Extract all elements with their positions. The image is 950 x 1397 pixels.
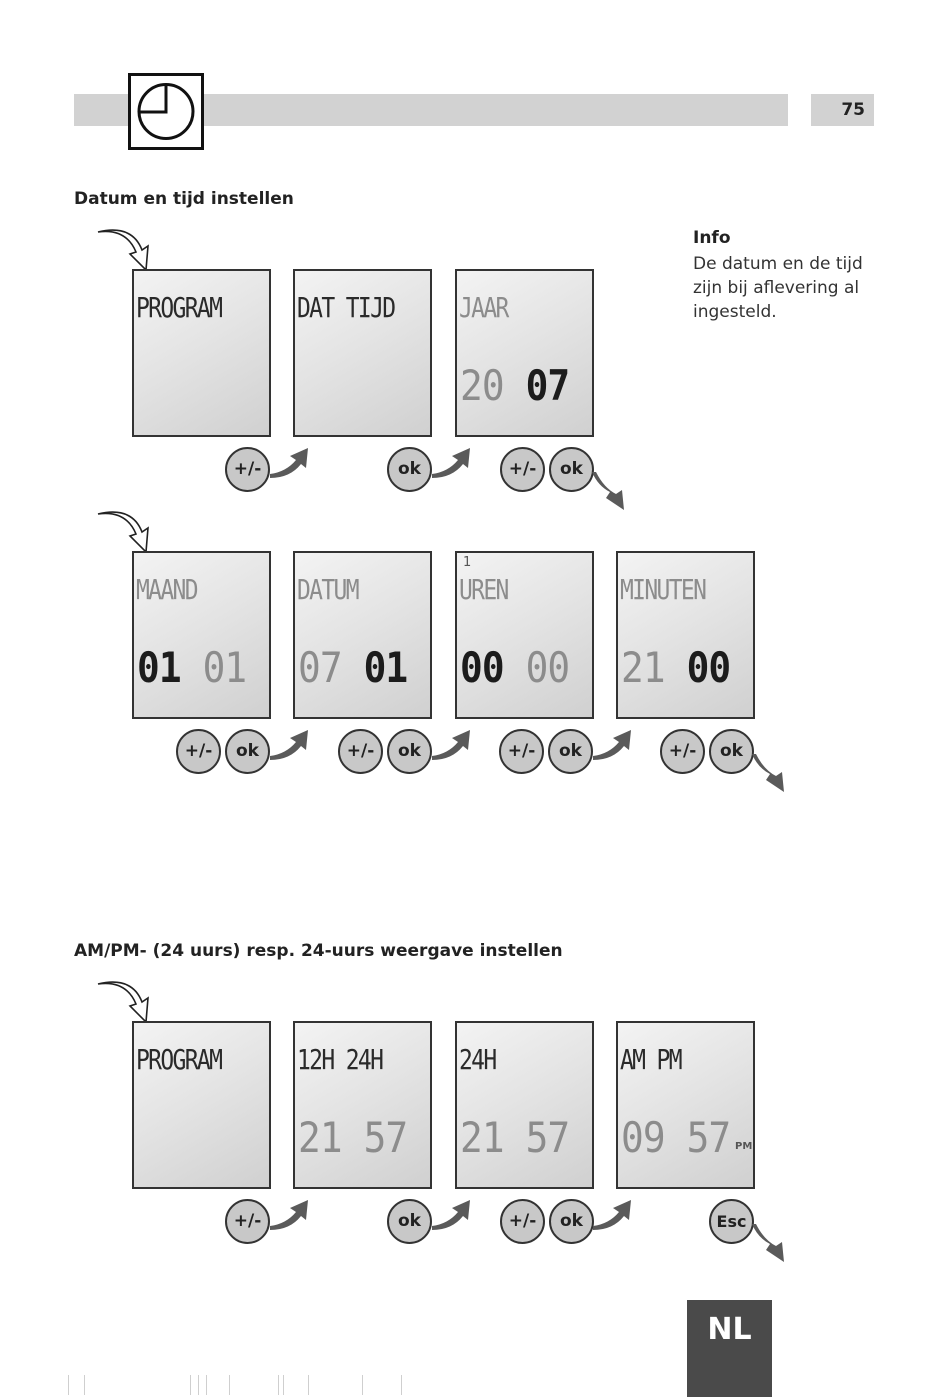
lcd-text: DATUM: [297, 573, 358, 606]
lcd-screen-dat-tijd: [293, 269, 432, 437]
down-arrow-icon: [750, 752, 786, 794]
lcd-screen-datum: [293, 551, 432, 719]
down-arrow-icon: [590, 470, 626, 512]
next-arrow-icon: [591, 1198, 635, 1232]
down-arrow-icon: [750, 1222, 786, 1264]
crop-mark: [84, 1375, 85, 1395]
plus-minus-button[interactable]: +/-: [499, 729, 544, 774]
lcd-digits: 01 01: [137, 643, 247, 692]
next-arrow-icon: [430, 446, 474, 480]
plus-minus-button[interactable]: +/-: [500, 447, 545, 492]
next-arrow-icon: [430, 1198, 474, 1232]
crop-mark: [278, 1375, 279, 1395]
next-arrow-icon: [268, 1198, 312, 1232]
lcd-text: UREN: [459, 573, 508, 606]
lcd-screen-am-pm: [616, 1021, 755, 1189]
ok-button[interactable]: ok: [549, 1199, 594, 1244]
ok-button[interactable]: ok: [225, 729, 270, 774]
crop-mark: [229, 1375, 230, 1395]
plus-minus-button[interactable]: +/-: [225, 447, 270, 492]
lcd-screen-uren: [455, 551, 594, 719]
lcd-screen-12h-24h: [293, 1021, 432, 1189]
info-text: De datum en de tijd zijn bij aflevering al ingesteld.: [693, 254, 863, 322]
next-arrow-icon: [430, 728, 474, 762]
lcd-text: MAAND: [136, 573, 197, 606]
plus-minus-button[interactable]: +/-: [225, 1199, 270, 1244]
crop-mark: [362, 1375, 363, 1395]
info-title: Info: [693, 228, 731, 248]
lcd-text: PROGRAM: [136, 291, 222, 324]
section-title-date-time: Datum en tijd instellen: [74, 189, 294, 209]
lcd-digits: 09 57: [621, 1113, 731, 1162]
lcd-digits: 20 07: [460, 361, 570, 410]
crop-mark: [283, 1375, 284, 1395]
plus-minus-button[interactable]: +/-: [338, 729, 383, 774]
crop-mark: [190, 1375, 191, 1395]
lcd-indicator: 1: [463, 555, 472, 570]
lcd-digits: 21 57: [298, 1113, 408, 1162]
lcd-digits: 21 57: [460, 1113, 570, 1162]
lcd-text: 12H 24H: [297, 1043, 383, 1076]
lcd-screen-maand: [132, 551, 271, 719]
next-arrow-icon: [268, 446, 312, 480]
clock-icon: [128, 73, 204, 150]
lcd-screen-program: [132, 1021, 271, 1189]
plus-minus-button[interactable]: +/-: [500, 1199, 545, 1244]
lcd-text: JAAR: [459, 291, 508, 324]
lcd-text: MINUTEN: [620, 573, 706, 606]
ok-button[interactable]: ok: [387, 447, 432, 492]
plus-minus-button[interactable]: +/-: [176, 729, 221, 774]
pm-indicator: PM: [735, 1141, 753, 1152]
esc-button[interactable]: Esc: [709, 1199, 754, 1244]
ok-button[interactable]: ok: [549, 447, 594, 492]
ok-button[interactable]: ok: [387, 1199, 432, 1244]
lcd-screen-jaar: [455, 269, 594, 437]
next-arrow-icon: [268, 728, 312, 762]
lcd-digits: 07 01: [298, 643, 408, 692]
next-arrow-icon: [591, 728, 635, 762]
plus-minus-button[interactable]: +/-: [660, 729, 705, 774]
crop-mark: [198, 1375, 199, 1395]
ok-button[interactable]: ok: [709, 729, 754, 774]
page-number: 75: [841, 100, 865, 120]
ok-button[interactable]: ok: [548, 729, 593, 774]
crop-mark: [206, 1375, 207, 1395]
ok-button[interactable]: ok: [387, 729, 432, 774]
lcd-digits: 21 00: [621, 643, 731, 692]
lcd-text: 24H: [459, 1043, 496, 1076]
crop-mark: [68, 1375, 69, 1395]
lcd-screen-program: [132, 269, 271, 437]
lcd-text: DAT TIJD: [297, 291, 395, 324]
crop-mark: [308, 1375, 309, 1395]
language-tab-label: NL: [707, 1312, 752, 1347]
lcd-screen-24h: [455, 1021, 594, 1189]
lcd-digits: 00 00: [460, 643, 570, 692]
lcd-text: AM PM: [620, 1043, 681, 1076]
crop-mark: [401, 1375, 402, 1395]
lcd-screen-minuten: [616, 551, 755, 719]
lcd-text: PROGRAM: [136, 1043, 222, 1076]
section-title-am-pm: AM/PM- (24 uurs) resp. 24-uurs weergave instellen: [74, 941, 563, 961]
